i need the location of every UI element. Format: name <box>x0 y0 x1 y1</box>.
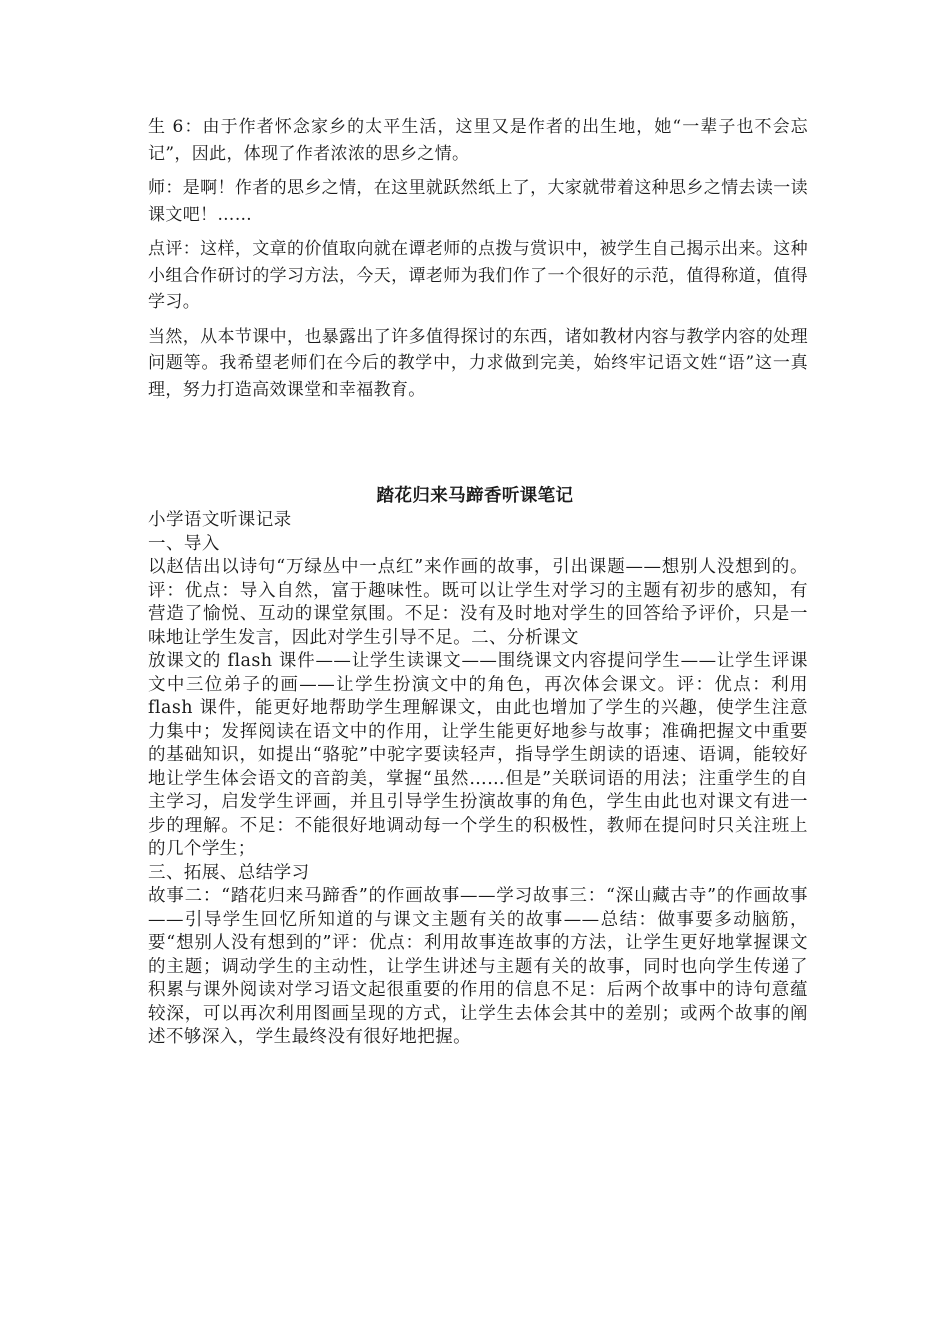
notes-subtitle: 小学语文听课记录 <box>148 510 292 530</box>
conclusion-paragraph: 当然，从本节课中，也暴露出了许多值得探讨的东西，诸如教材内容与教学内容的处理问题等。我希望老师们在今后的教学中，力求做到完美，始终牢记语文姓“语”这一真理，努力打造高效课堂和幸福教育。 <box>148 326 808 400</box>
extension-paragraph: 故事二：“踏花归来马蹄香”的作画故事——学习故事三：“深山藏古寺”的作画故事——引导学生回忆所知道的与课文主题有关的故事——总结：做事要多动脑筋，要“想别人没有想到的”评：优点：利用故事连故事的方法，让学生更好地掌握课文的主题；调动学生的主动性，让学生讲述与主题有关的故事，同时也向学生传递了积累与课外阅读对学习语文起很重要的作用的信息不足：后两个故事中的诗句意蕴较深，可以再次利用图画呈现的方式，让学生去体会其中的差别；或两个故事的阐述不够深入，学生最终没有很好地把握。 <box>148 886 808 1047</box>
introduction-paragraph: 以赵佶出以诗句“万绿丛中一点红”来作画的故事，引出课题——想别人没想到的。评：优点：导入自然，富于趣味性。既可以让学生对学习的主题有初步的感知，有营造了愉悦、互动的课堂氛围。不足：没有及时地对学生的回答给予评价，只是一味地让学生发言，因此对学生引导不足。二、分析课文 <box>148 557 808 648</box>
student-answer-paragraph: 生 6：由于作者怀念家乡的太平生活，这里又是作者的出生地，她“一辈子也不会忘记”，因此，体现了作者浓浓的思乡之情。 <box>148 117 808 164</box>
document-title: 踏花归来马蹄香听课笔记 <box>376 486 574 506</box>
teacher-response-paragraph: 师：是啊！作者的思乡之情，在这里就跃然纸上了，大家就带着这种思乡之情去读一读课文吧！…… <box>148 178 808 225</box>
heading-introduction: 一、导入 <box>148 533 220 554</box>
commentary-paragraph: 点评：这样，文章的价值取向就在谭老师的点拨与赏识中，被学生自己揭示出来。这种小组合作研讨的学习方法，今天，谭老师为我们作了一个很好的示范，值得称道，值得学习。 <box>148 239 808 312</box>
listening-notes-section <box>148 509 808 1050</box>
heading-extension: 三、拓展、总结学习 <box>148 862 310 883</box>
text-analysis-paragraph: 放课文的 flash 课件——让学生读课文——围绕课文内容提问学生——让学生评课文中三位弟子的画——让学生扮演文中的角色，再次体会课文。评：优点：利用 flash 课件，能更好地帮助学生理解课文，由此也增加了学生的兴趣，使学生注意力集中；发挥阅读在语文中的作用，让学生能更好地参与故事；准确把握文中重要的基础知识，如提出“骆驼”中驼字要读轻声，指导学生朗读的语速、语调，能较好地让学生体会语文的音韵美，掌握“虽然……但是”关联词语的用法；注重学生的自主学习，启发学生评画，并且引导学生扮演故事的角色，学生由此也对课文有进一步的理解。不足：不能很好地调动每一个学生的积极性，教师在提问时只关注班上的几个学生； <box>148 651 808 859</box>
lesson-review-section <box>148 114 808 411</box>
